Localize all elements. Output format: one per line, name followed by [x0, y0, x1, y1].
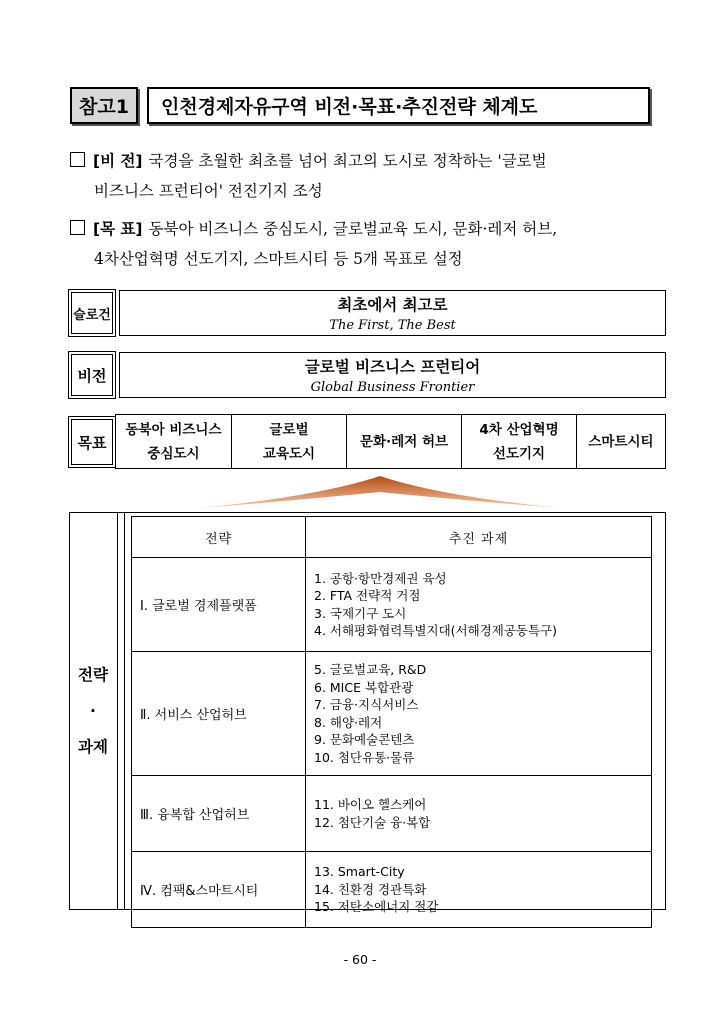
slogan-english: The First, The Best	[329, 318, 456, 333]
strategy-name: Ⅲ. 융복합 산업허브	[132, 776, 306, 852]
slogan-text: 최초에서 최고로	[337, 296, 448, 314]
strategy-table	[131, 516, 652, 928]
checkbox-square-icon	[70, 152, 85, 167]
task-list: 13. Smart-City 14. 친환경 경관특화 15. 저탄소에너지 절감	[306, 852, 652, 928]
vision-paragraph	[70, 146, 670, 206]
reference-tag: 참고1	[70, 87, 138, 124]
checkbox-square-icon	[70, 220, 85, 235]
slogan-banner	[119, 290, 666, 336]
goal-cell: 글로벌 교육도시	[232, 415, 347, 468]
task-list: 1. 공항·항만경제권 육성 2. FTA 전략적 거점 3. 국제기구 도시 4. 서해평화협력특별지대(서해경제공동특구)	[306, 558, 652, 652]
table-row	[132, 776, 652, 852]
page-title: 인천경제자유구역 비전·목표·추진전략 체계도	[147, 87, 650, 124]
vision-label: 비전	[71, 354, 113, 396]
strategy-name: Ⅳ. 컴팩&스마트시티	[132, 852, 306, 928]
header-tasks: 추진 과제	[306, 517, 652, 558]
table-header-row	[132, 517, 652, 558]
header-strategy: 전략	[132, 517, 306, 558]
paragraph-key: [목 표]	[93, 220, 143, 238]
goals-row	[115, 414, 666, 469]
paragraph-line: 동북아 비즈니스 중심도시, 글로벌교육 도시, 문화·레저 허브,	[148, 220, 558, 238]
page-number: - 60 -	[343, 952, 377, 967]
task-list: 11. 바이오 헬스케어 12. 첨단기술 융·복합	[306, 776, 652, 852]
slogan-label: 슬로건	[71, 292, 113, 334]
goal-cell: 스마트시티	[588, 433, 654, 450]
goal-cell: 문화·레저 허브	[347, 415, 462, 468]
paragraph-line: 비즈니스 프런티어' 전진기지 조성	[94, 182, 323, 200]
table-row	[132, 558, 652, 652]
strategy-name: Ⅱ. 서비스 산업허브	[132, 652, 306, 776]
paragraph-key: [비 전]	[93, 152, 143, 170]
vision-english: Global Business Frontier	[310, 380, 475, 395]
divider	[124, 512, 125, 910]
goal-cell: 동북아 비즈니스 중심도시	[116, 415, 232, 468]
vision-text: 글로벌 비즈니스 프런티어	[304, 358, 481, 376]
task-list: 5. 글로벌교육, R&D 6. MICE 복합관광 7. 금융·지식서비스 8. 해양·레저 9. 문화예술콘텐츠 10. 첨단유통·물류	[306, 652, 652, 776]
goal-paragraph	[70, 214, 670, 274]
paragraph-line: 국경을 초월한 최초를 넘어 최고의 도시로 정착하는 '글로벌	[148, 152, 547, 170]
goals-label: 목표	[71, 419, 113, 465]
goal-cell: 4차 산업혁명 선도기지	[462, 415, 577, 468]
strategy-name: Ⅰ. 글로벌 경제플랫폼	[132, 558, 306, 652]
strategy-label: 전략 · 과제	[69, 512, 118, 910]
paragraph-line: 4차산업혁명 선도기지, 스마트시티 등 5개 목표로 설정	[94, 250, 463, 268]
table-row	[132, 852, 652, 928]
vision-banner	[119, 352, 666, 398]
down-flow-arrow-icon	[200, 474, 560, 510]
table-row	[132, 652, 652, 776]
